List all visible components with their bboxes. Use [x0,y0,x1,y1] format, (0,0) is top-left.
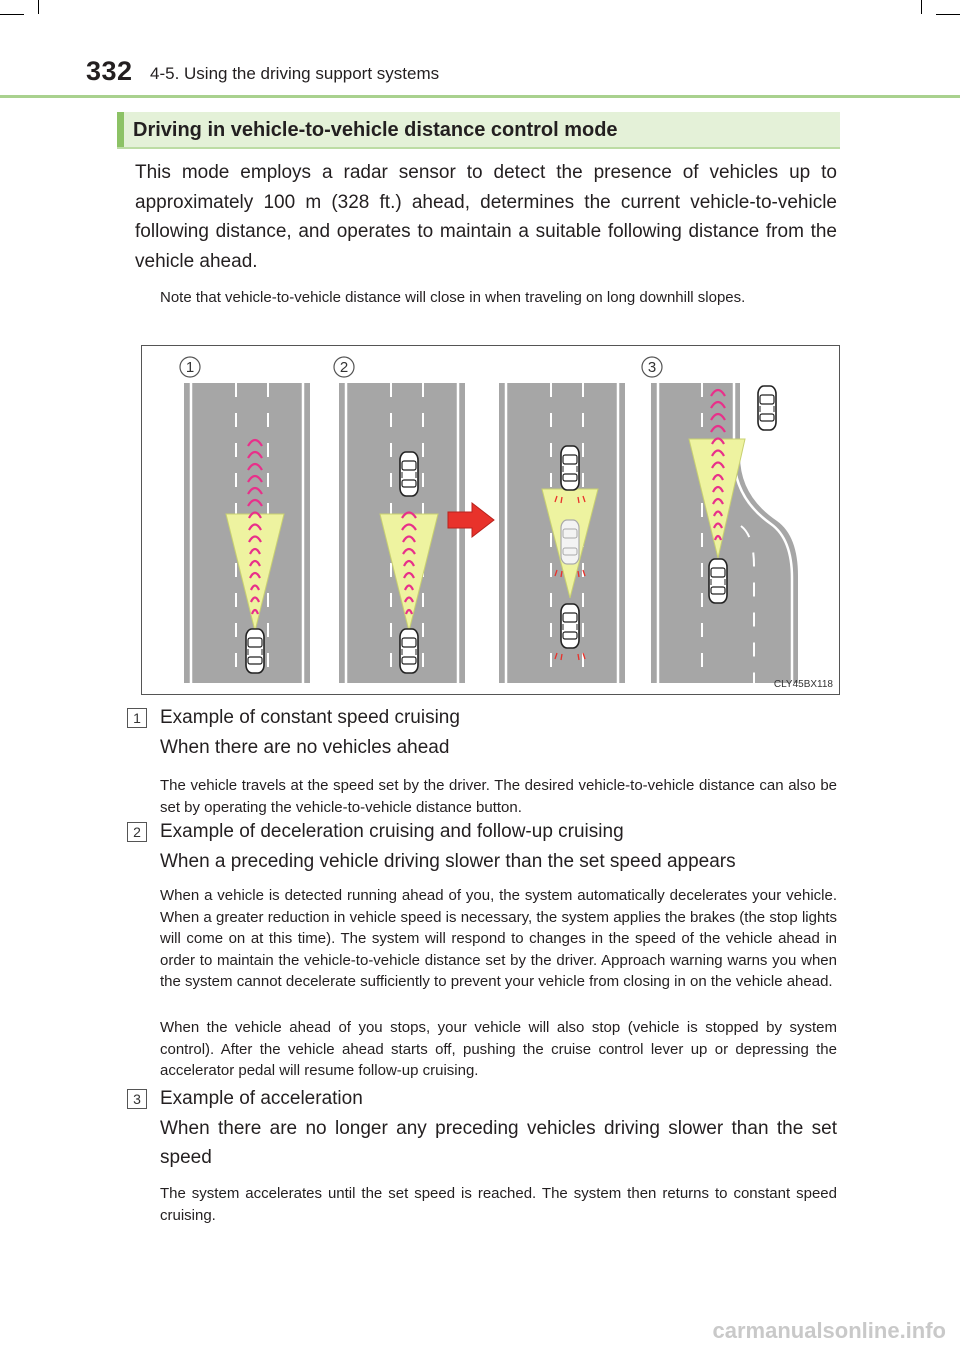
intro-paragraph: This mode employs a radar sensor to detect the presence of vehicles up to approximately 100 m (328 ft.) ahead, determines the current vehicle-to-vehicle following distance, and operates to maintain a suitable following distance from the vehicle ahead. [135,162,837,272]
item-1-title-line1: Example of constant speed cruising [160,707,460,728]
running-head: 4-5. Using the driving support systems [150,64,440,83]
item-3-title [160,1084,837,1173]
item-number-1: 1 [127,708,147,728]
item-1-description: The vehicle travels at the speed set by the driver. The desired vehicle-to-vehicle distance can also be set by operating the vehicle-to-vehicle distance button. [160,777,837,816]
header-rule [0,95,960,98]
road-3 [651,383,807,683]
item-3-title-line2: When there are no longer any preceding vehicles driving slower than the set speed [160,1117,837,1168]
crop-mark [38,0,39,14]
item-2-title-line1: Example of deceleration cruising and follow-up cruising [160,821,624,842]
figure-label-3: 3 [647,359,657,376]
item-1-title [160,703,840,762]
item-2-description: When a vehicle is detected running ahead of you, the system automatically decelerates your vehicle. When a greater reduction in vehicle speed is necessary, the system applies the brakes (the stop lights will come on at this time). The system will respond to changes in the speed of the vehicle ahead in order to maintain the vehicle-to-vehicle distance set by the driver. Approach warning warns you when the system cannot decelerate sufficiently to prevent your vehicle from closing in on the vehicle ahead. [160,887,837,991]
illustration-svg [142,346,839,694]
item-2-title-line2: When a preceding vehicle driving slower than the set speed appears [160,850,736,872]
item-3-description: The system accelerates until the set speed is reached. The system then returns to constant speed cruising. [160,1185,837,1224]
item-number-3: 3 [127,1089,147,1109]
figure-code: CLY45BX118 [773,679,833,690]
item-number-2: 2 [127,822,147,842]
crop-mark [921,0,922,14]
road-2-deceleration [499,383,625,683]
cruise-control-illustration [141,345,840,695]
page-number: 332 [86,56,133,86]
item-3-title-line1: Example of acceleration [160,1088,363,1109]
crop-mark [936,14,960,15]
footer-watermark: carmanualsonline.info [712,1318,946,1343]
figure-label-2: 2 [339,359,349,376]
note-paragraph: Note that vehicle-to-vehicle distance will close in when traveling on long downhill slopes. [160,289,746,306]
section-heading-bar [117,112,840,149]
item-2-description-2: When the vehicle ahead of you stops, your vehicle will also stop (vehicle is stopped by system control). After the vehicle ahead starts off, pushing the cruise control lever up or depressing the accelerator pedal will resume follow-up cruising. [160,1019,837,1080]
road-1 [184,383,310,683]
figure-labels [180,357,662,377]
item-1-title-line2: When there are no vehicles ahead [160,736,450,758]
section-title: Driving in vehicle-to-vehicle distance control mode [133,119,618,141]
road-2 [339,383,465,683]
item-2-title [160,817,840,876]
crop-mark [0,14,24,15]
figure-label-1: 1 [185,359,195,376]
